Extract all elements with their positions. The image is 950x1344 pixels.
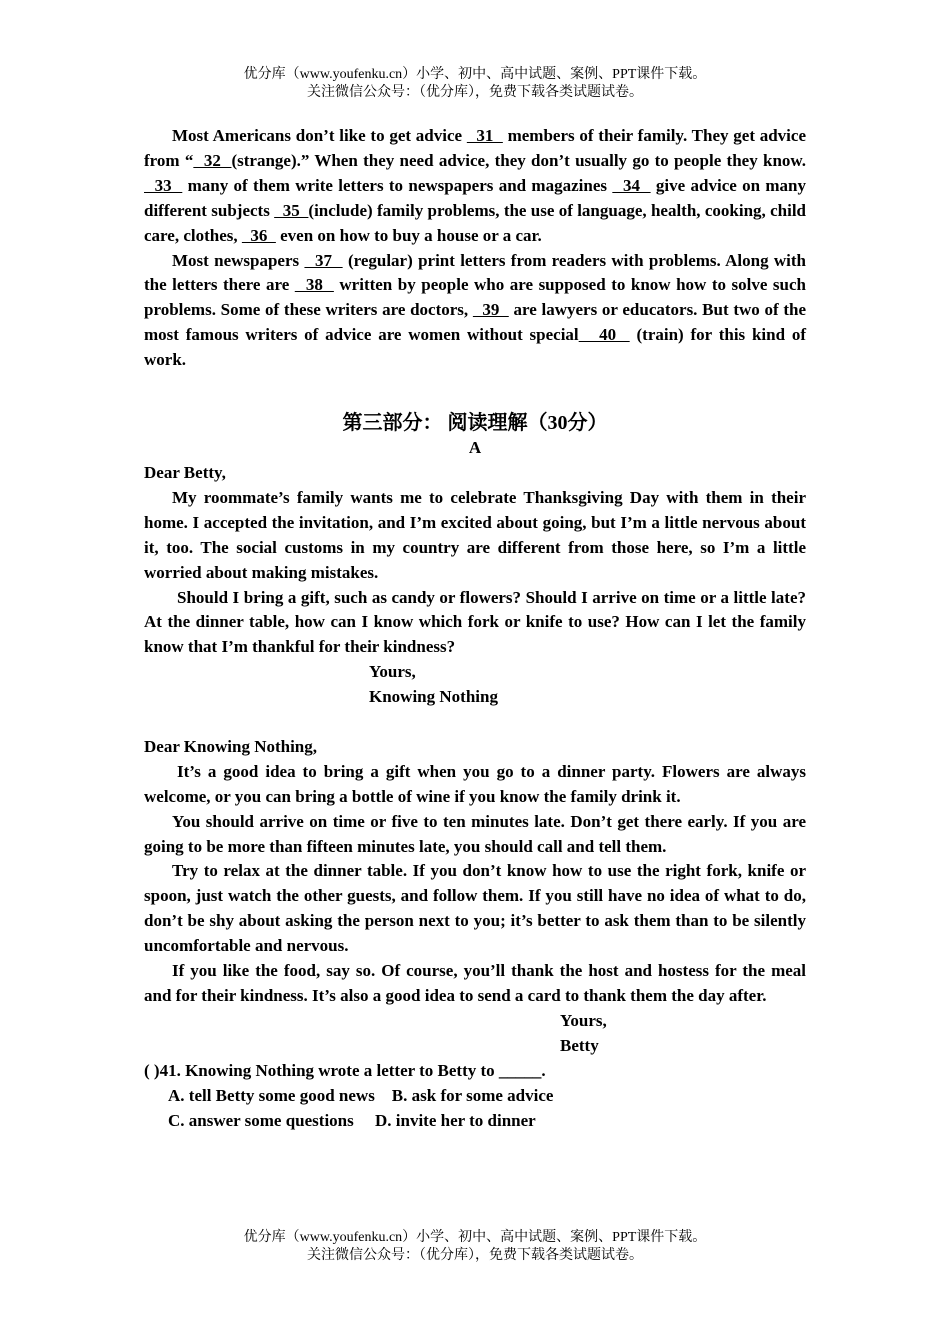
blank-37: 37 <box>304 250 343 270</box>
letter2-greeting: Dear Knowing Nothing, <box>144 736 318 756</box>
blank-35: 35 <box>274 200 309 220</box>
letter2-signature: Betty <box>560 1035 599 1055</box>
letter2-paragraph-4: If you like the food, say so. Of course, you’ll thank the host and hostess for the meal and for their kindness. It’s also a good idea to send a card to thank them the day after. <box>144 961 806 1005</box>
section-title: 第三部分： 阅读理解（30分） <box>342 412 608 435</box>
page-footer <box>0 1229 950 1265</box>
page-header <box>0 66 950 102</box>
letter2-paragraph-1: It’s a good idea to bring a gift when you go to a dinner party. Flowers are always welcome, or you can bring a bottle of wine if you know the family drink it. <box>144 761 806 806</box>
question-41-options-row-2: C. answer some questions D. invite her to dinner <box>168 1110 536 1130</box>
question-41-stem: ( )41. Knowing Nothing wrote a letter to Betty to _____. <box>144 1060 546 1080</box>
letter2-closing: Yours, <box>560 1010 607 1030</box>
letter1-greeting: Dear Betty, <box>144 462 226 482</box>
question-41-options-row-1: A. tell Betty some good news B. ask for some advice <box>168 1085 554 1105</box>
blank-33: 33 <box>144 175 183 195</box>
blank-40: 40 <box>578 325 630 345</box>
page-content <box>144 124 806 1133</box>
blank-38: 38 <box>294 275 334 295</box>
blank-31: 31 <box>466 126 503 145</box>
footer-line-1: 优分库（www.youfenku.cn）小学、初中、高中试题、案例、PPT课件下载。 <box>243 1230 707 1245</box>
blank-34: 34 <box>612 175 651 195</box>
letter1-paragraph-1: My roommate’s family wants me to celebrate Thanksgiving Day with them in their home. I accepted the invitation, and I’m excited about going, but I’m a little nervous about it, too. The social customs in my country are different from those here, so I’m a little worried about making mistakes. <box>144 487 806 582</box>
letter1-signature: Knowing Nothing <box>369 687 498 707</box>
blank-39: 39 <box>472 300 509 320</box>
cloze-paragraph-2: Most newspapers 37 (regular) print letters from readers with problems. Along with the letters there are 38 written by people who are supposed to know how to solve such problems. Some of these writers are doctors, 39 are lawyers or educators. But two of the most famous writers of advice are women without special 40 (train) for this kind of work. <box>144 250 807 370</box>
letter2-paragraph-3: Try to relax at the dinner table. If you don’t know how to use the right fork, knife or spoon, just watch the other guests, and follow them. If you still have no idea of what to do, don’t be shy about asking the person next to you; it’s better to ask them than to be silently uncomfortable and nervous. <box>144 861 806 956</box>
letter1-closing: Yours, <box>369 662 416 682</box>
footer-line-2: 关注微信公众号：（优分库），免费下载各类试题试卷。 <box>307 1248 643 1263</box>
section-part: A <box>468 438 482 458</box>
letter2-paragraph-2: You should arrive on time or five to ten minutes late. Don’t get there early. If you are going to be more than fifteen minutes late, you should call and tell them. <box>144 811 806 856</box>
cloze-paragraph-1: Most Americans don’t like to get advice 31 members of their family. They get advice from “ 32 (strange).” When they need advice, they don’t usually go to people they know. 33 many of them write letters to newspapers and magazines 34 give advice on many different subjects 35 (include) family problems, the use of language, health, cooking, child care, clothes, 36 even on how to buy a house or a car. <box>144 126 807 245</box>
blank-36: 36 <box>241 225 276 245</box>
letter1-paragraph-2: Should I bring a gift, such as candy or flowers? Should I arrive on time or a little late? At the dinner table, how can I know which fork or knife to use? How can I let the family know that I’m thankful for their kindness? <box>144 587 806 657</box>
header-line-2: 关注微信公众号：（优分库），免费下载各类试题试卷。 <box>307 85 643 100</box>
blank-32: 32 <box>193 150 232 170</box>
header-line-1: 优分库（www.youfenku.cn）小学、初中、高中试题、案例、PPT课件下载。 <box>243 67 707 82</box>
